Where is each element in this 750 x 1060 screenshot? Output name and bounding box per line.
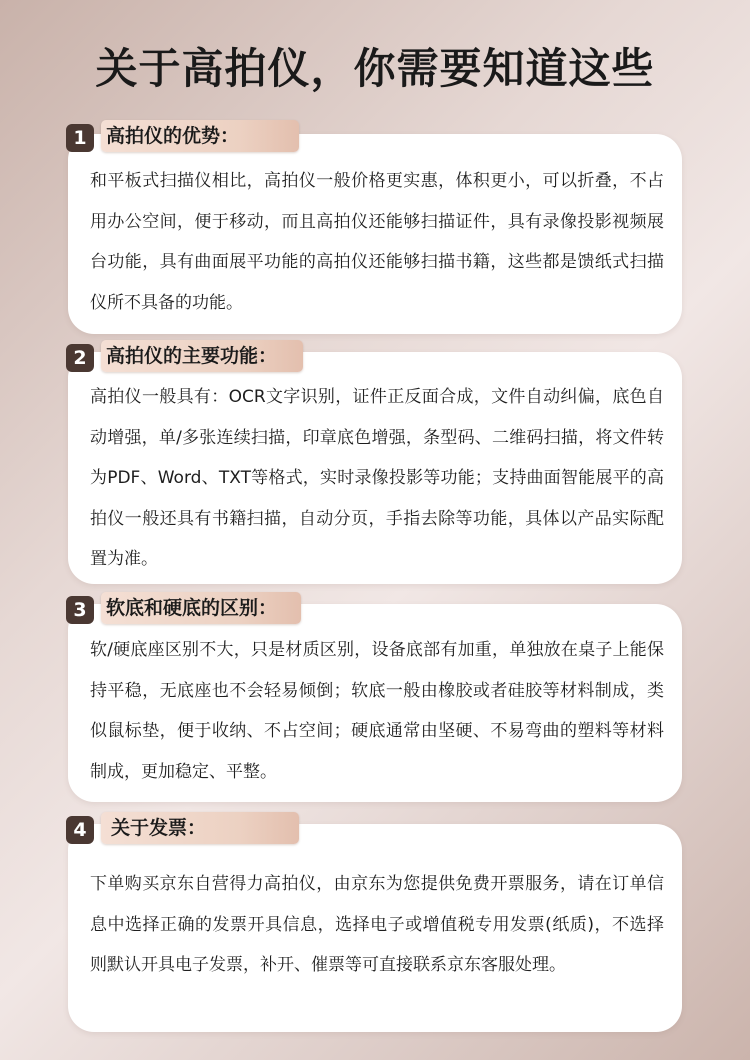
section-card-advantages [68, 134, 682, 334]
section-card-base-difference [68, 604, 682, 802]
page-title: 关于高拍仪，你需要知道这些 [95, 44, 655, 93]
section-heading-base-difference: 软底和硬底的区别： [101, 592, 301, 624]
section-number-badge: 4 [66, 816, 94, 844]
section-heading-functions: 高拍仪的主要功能： [101, 340, 303, 372]
section-number-badge: 1 [66, 124, 94, 152]
section-heading-advantages: 高拍仪的优势： [101, 120, 299, 152]
section-number-badge: 3 [66, 596, 94, 624]
section-body-advantages: 和平板式扫描仪相比，高拍仪一般价格更实惠，体积更小，可以折叠，不占用办公空间，便于移动，而且高拍仪还能够扫描证件，具有录像投影视频展台功能，具有曲面展平功能的高拍仪还能够扫描书籍，这些都是馈纸式扫描仪所不具备的功能。 [90, 171, 664, 313]
section-card-invoice [68, 824, 682, 1032]
section-body-base-difference: 软/硬底座区别不大，只是材质区别，设备底部有加重，单独放在桌子上能保持平稳，无底座也不会轻易倾倒；软底一般由橡胶或者硅胶等材料制成，类似鼠标垫，便于收纳、不占空间；硬底通常由坚硬、不易弯曲的塑料等材料制成，更加稳定、平整。 [90, 640, 664, 782]
section-heading-invoice: 关于发票： [101, 812, 299, 844]
section-card-functions [68, 352, 682, 584]
section-number-badge: 2 [66, 344, 94, 372]
section-body-functions: 高拍仪一般具有：OCR文字识别，证件正反面合成，文件自动纠偏，底色自动增强，单/多张连续扫描，印章底色增强，条型码、二维码扫描，将文件转为PDF、Word、TXT等格式，实时录像投影等功能；支持曲面智能展平的高拍仪一般还具有书籍扫描，自动分页，手指去除等功能，具体以产品实际配置为准。 [90, 387, 664, 569]
section-body-invoice: 下单购买京东自营得力高拍仪，由京东为您提供免费开票服务，请在订单信息中选择正确的发票开具信息，选择电子或增值税专用发票(纸质)，不选择则默认开具电子发票，补开、催票等可直接联系京东客服处理。 [90, 874, 664, 975]
